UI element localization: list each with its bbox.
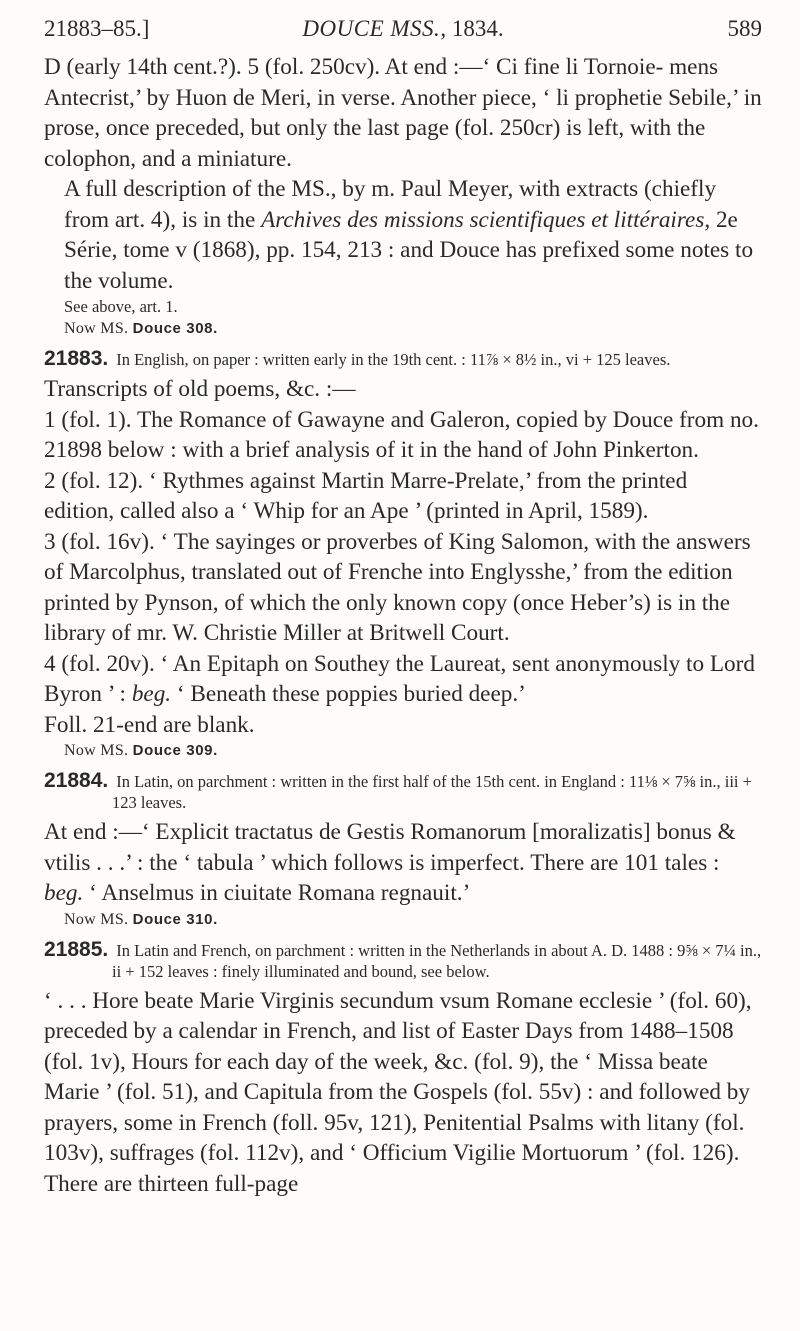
entry-description: In English, on paper : written early in the 19th cent. : 11⅞ × 8½ in., vi + 125 leaves.: [116, 350, 671, 369]
shelfmark-308: [44, 318, 762, 340]
running-header: [44, 8, 762, 52]
list-item: [44, 649, 762, 710]
shelfmark-309: [44, 740, 762, 762]
item4-text-a: 4 (fol. 20v). ‘ An Epitaph on Southey the Laureat, sent anonymously to Lord Byron ’ :: [44, 650, 755, 707]
now-prefix: Now MS.: [64, 320, 129, 337]
list-item: 3 (fol. 16v). ‘ The sayinges or proverbes of King Salomon, with the answers of Marcolphus, translated out of Frenche into Englysshe,’ from the edition printed by Pynson, of which the only known copy (once Heber’s) is in the library of mr. W. Christie Miller at Britwell Court.: [44, 528, 751, 646]
entry-text-b: ‘ Anselmus in ciuitate Romana regnauit.’: [83, 880, 471, 906]
shelfmark: Douce 308.: [132, 320, 218, 337]
blank-leaves-note: Foll. 21-end are blank.: [44, 711, 255, 738]
shelfmark-310: [44, 909, 762, 931]
now-prefix: Now MS.: [64, 910, 129, 928]
entry-description: In Latin and French, on parchment : written in the Netherlands in about A. D. 1488 : 9⅝ × 7¼ in., ii + 152 leaves : finely illuminated and bound, see below.: [112, 940, 762, 981]
p2-text-b: , 2e Série, tome v (1868), pp. 154, 213 : and Douce has prefixed some notes to the volume.: [64, 206, 754, 294]
entry-text: [44, 817, 762, 909]
paragraph-description: [44, 174, 762, 296]
entry-heading-21884: [44, 770, 762, 813]
entry-description: In Latin, on parchment : written in the first half of the 15th cent. in England : 11⅛ × 7⅝ in., iii + 123 leaves.: [112, 772, 752, 812]
entry-intro: Transcripts of old poems, &c. :—: [44, 376, 356, 402]
entry-heading-21885: [44, 939, 762, 982]
entry-text: ‘ . . . Hore beate Marie Virginis secundum vsum Romane ecclesie ’ (fol. 60), preceded by a calendar in French, and list of Easter Days from 1488–1508 (fol. 1v), Hours for each day of the week, &c. (fol. 9), the ‘ Missa beate Marie ’ (fol. 51), and Capitula from the Gospels (fol. 55v) : and followed by prayers, some in French (foll. 95v, 121), Penitential Psalms with litany (fol. 103v), suffrages (fol. 112v), and ‘ Officium Vigilie Mortuorum ’ (fol. 126). There are thirteen full-page: [44, 987, 752, 1197]
see-above-note: See above, art. 1.: [64, 297, 178, 316]
header-title-italic: DOUCE MSS.: [302, 16, 441, 41]
entry-text-a: At end :—‘ Explicit tractatus de Gestis Romanorum [moralizatis] bonus & vtilis . . .’ : the ‘ tabula ’ which follows is imperfect. There are 101 tales :: [44, 819, 736, 876]
list-item: 1 (fol. 1). The Romance of Gawayne and Galeron, copied by Douce from no. 21898 below : with a brief analysis of it in the hand of John Pinkerton.: [44, 406, 759, 463]
list-item: 2 (fol. 12). ‘ Rythmes against Martin Marre-Prelate,’ from the printed edition, called also a ‘ Whip for an Ape ’ (printed in April, 1589).: [44, 467, 688, 524]
p2-text-a: A full description of the MS., by m. Paul Meyer, with extracts (chiefly from art. 4), is in the: [64, 176, 717, 233]
item4-beg: beg.: [131, 681, 172, 707]
shelfmark: Douce 309.: [132, 742, 218, 759]
p2-italic-title: Archives des missions scientifiques et littéraires: [261, 206, 705, 233]
header-year: , 1834.: [440, 16, 504, 41]
entry-number: 21884.: [44, 769, 109, 792]
page-number: 589: [727, 16, 762, 41]
entry-number: 21883.: [44, 347, 109, 370]
now-prefix: Now MS.: [64, 742, 129, 759]
item4-text-b: ‘ Beneath these poppies buried deep.’: [171, 681, 526, 707]
entry-number: 21885.: [44, 937, 109, 961]
header-title: [44, 16, 762, 42]
entry-beg: beg.: [44, 880, 84, 906]
header-range: 21883–85.]: [44, 16, 150, 41]
entry-heading-21883: [44, 348, 762, 370]
paragraph-continuation: D (early 14th cent.?). 5 (fol. 250cv). At end :—‘ Ci fine li Tornoie- mens Antecrist,’ by Huon de Meri, in verse. Another piece, ‘ li prophetie Sebile,’ in prose, once preceded, but only the last page (fol. 250cr) is left, with the colophon, and a miniature.: [44, 54, 762, 172]
shelfmark: Douce 310.: [132, 910, 218, 928]
